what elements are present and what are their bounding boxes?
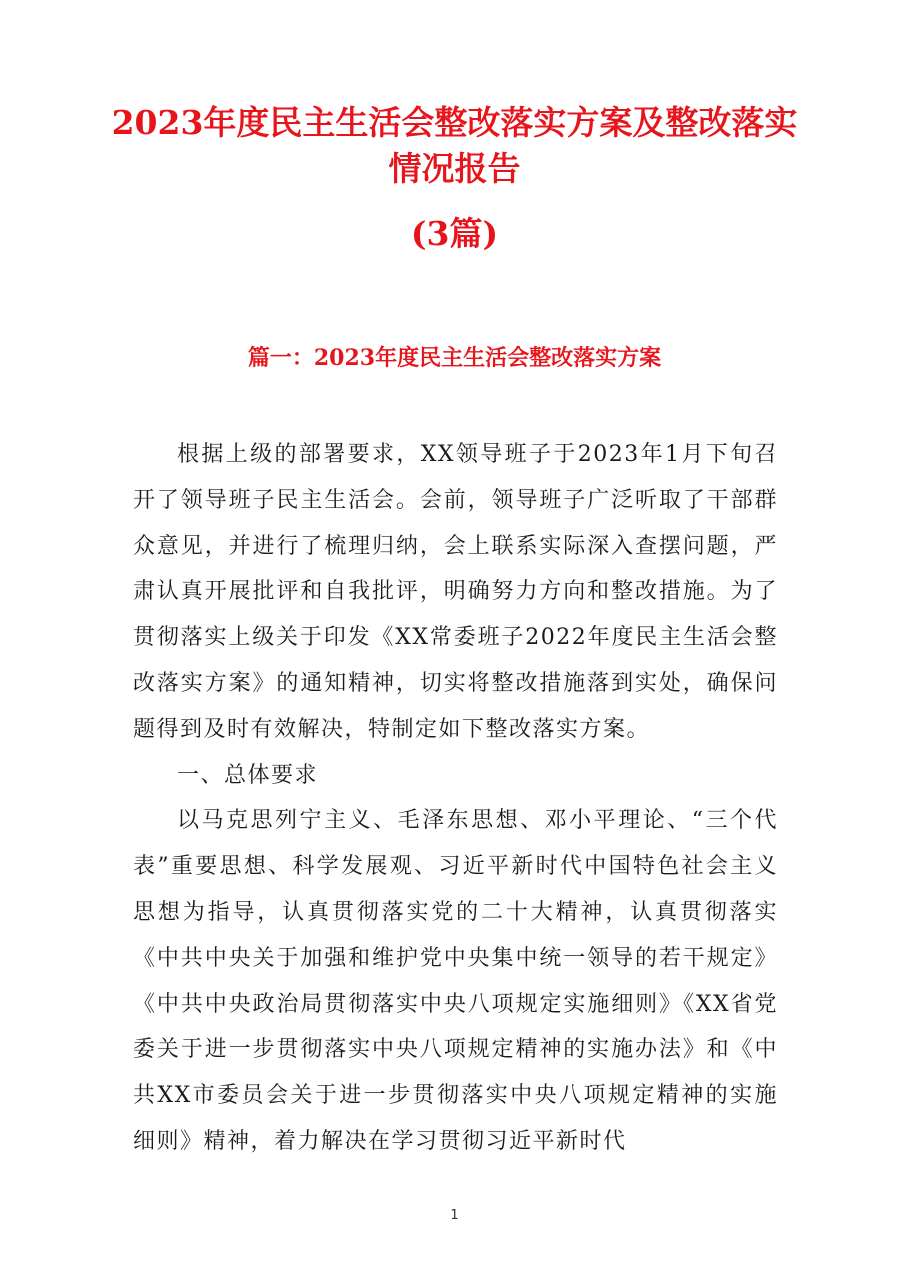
document-title: 2023年度民主生活会整改落实方案及整改落实情况报告 <box>111 103 798 188</box>
section-heading: 篇一：2023年度民主生活会整改落实方案 <box>247 345 662 371</box>
document-subtitle: (3篇) <box>410 214 499 253</box>
page-number: 1 <box>450 1208 459 1223</box>
paragraph-guiding-ideology: 以马克思列宁主义、毛泽东思想、邓小平理论、“三个代表”重要思想、科学发展观、习近平新时代中国特色社会主义思想为指导，认真贯彻落实党的二十大精神，认真贯彻落实《中共中央关于加强和维护党中央集中统一领导的若干规定》《中共中央政治局贯彻落实中央八项规定实施细则》《XX省党委关于进一步贯彻落实中央八项规定精神的实施办法》和《中共XX市委员会关于进一步贯彻落实中央八项规定精神的实施细则》精神，着力解决在学习贯彻习近平新时代 <box>133 808 778 1154</box>
paragraph-heading-general-requirements: 一、总体要求 <box>177 762 319 788</box>
paragraph-intro: 根据上级的部署要求，XX领导班子于2023年1月下旬召开了领导班子民主生活会。会前，领导班子广泛听取了干部群众意见，并进行了梳理归纳，会上联系实际深入查摆问题，严肃认真开展批评和自我批评，明确努力方向和整改措施。为了贯彻落实上级关于印发《XX常委班子2022年度民主生活会整改落实方案》的通知精神，切实将整改措施落到实处，确保问题得到及时有效解决，特制定如下整改落实方案。 <box>133 442 778 742</box>
document-body <box>133 432 778 1165</box>
